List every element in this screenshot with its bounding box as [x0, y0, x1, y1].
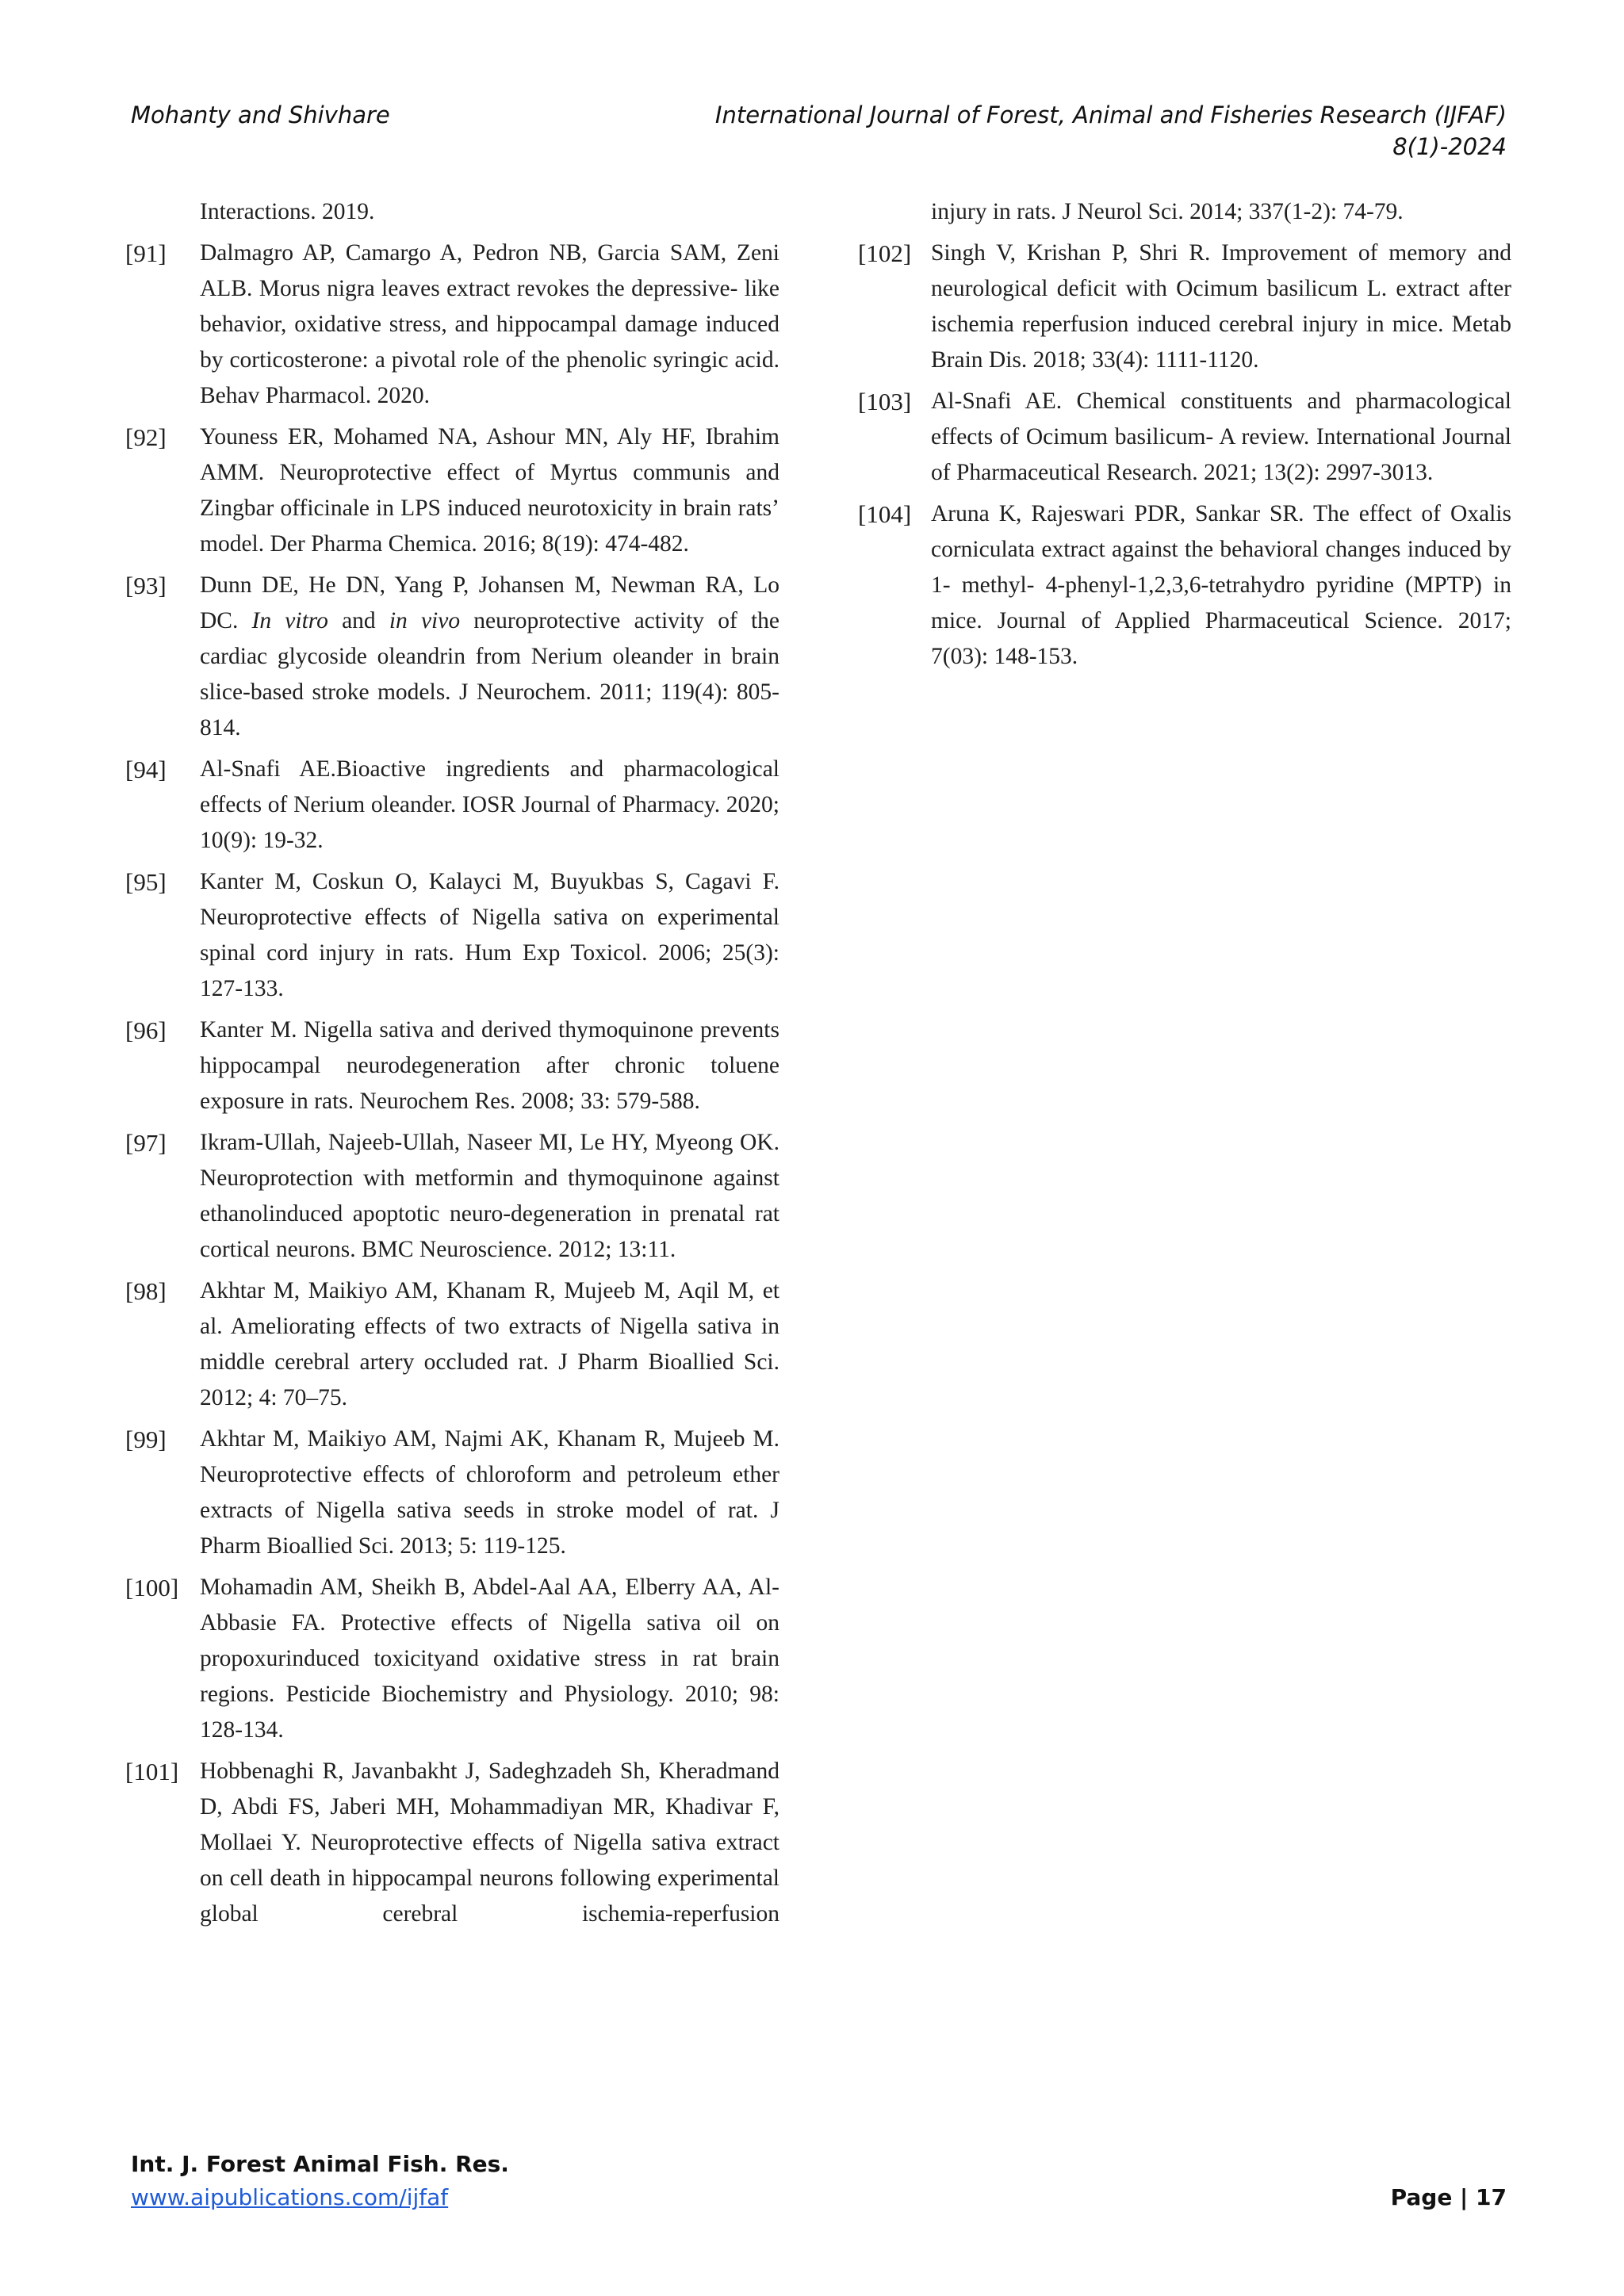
reference-91 — [125, 235, 779, 414]
reference-text: Al-Snafi AE. Chemical constituents and pharmacological effects of Ocimum basilicum- A review. International Journal of Pharmaceutical Research. 2021; 13(2): 2997-3013. — [931, 388, 1511, 485]
reference-text: Kanter M. Nigella sativa and derived thymoquinone prevents hippocampal neurodegeneration after chronic toluene exposure in rats. Neurochem Res. 2008; 33: 579-588. — [200, 1017, 779, 1114]
reference-text: Hobbenaghi R, Javanbakht J, Sadeghzadeh Sh, Kheradmand D, Abdi FS, Jaberi MH, Mohammadiyan MR, Khadivar F, Mollaei Y. Neuroprotective effects of Nigella sativa extract on cell death in hippocampal neurons following experimental global cerebral ischemia-reperfusion — [200, 1758, 779, 1927]
reference-96 — [125, 1012, 779, 1119]
reference-text: Al-Snafi AE.Bioactive ingredients and pharmacological effects of Nerium oleander. IOSR Journal of Pharmacy. 2020; 10(9): 19-32. — [200, 756, 779, 853]
reference-text-part: Dunn DE, He DN, Yang P, Johansen M, Newman RA, Lo DC. — [200, 572, 779, 633]
reference-italic-in-vitro: In vitro — [251, 608, 328, 633]
reference-102 — [858, 235, 1511, 378]
references-right-column — [858, 194, 1511, 680]
reference-text: Youness ER, Mohamed NA, Ashour MN, Aly HF, Ibrahim AMM. Neuroprotective effect of Myrtus communis and Zingbar officinale in LPS induced neurotoxicity in brain rats’ model. Der Pharma Chemica. 2016; 8(19): 474-482. — [200, 424, 779, 557]
reference-italic-in-vivo: in vivo — [389, 608, 461, 633]
reference-number: [96] — [125, 1016, 167, 1044]
reference-104 — [858, 496, 1511, 675]
reference-95 — [125, 864, 779, 1007]
reference-number: [101] — [125, 1758, 179, 1785]
reference-92 — [125, 419, 779, 562]
reference-text — [200, 568, 779, 746]
reference-number: [95] — [125, 868, 167, 896]
header-journal-title: International Journal of Forest, Animal and Fisheries Research (IJFAF) — [714, 101, 1507, 128]
reference-93 — [125, 568, 779, 746]
reference-continuation: injury in rats. J Neurol Sci. 2014; 337(1-2): 74-79. — [931, 199, 1404, 224]
footer-page-number: Page | 17 — [1390, 2184, 1507, 2210]
reference-103 — [858, 384, 1511, 491]
reference-number: [92] — [125, 423, 167, 451]
reference-100 — [125, 1570, 779, 1748]
reference-101 — [125, 1754, 779, 1932]
reference-number: [103] — [858, 388, 912, 415]
reference-94 — [125, 752, 779, 859]
reference-number: [93] — [125, 572, 167, 599]
header-authors: Mohanty and Shivhare — [131, 101, 390, 128]
reference-number: [100] — [125, 1574, 179, 1601]
reference-97 — [125, 1125, 779, 1268]
reference-number: [97] — [125, 1129, 167, 1157]
reference-number: [94] — [125, 756, 167, 783]
references-left-column — [125, 194, 779, 1938]
reference-text: Akhtar M, Maikiyo AM, Khanam R, Mujeeb M, Aqil M, et al. Ameliorating effects of two extracts of Nigella sativa in middle cerebral artery occluded rat. J Pharm Bioallied Sci. 2012; 4: 70–75. — [200, 1278, 779, 1410]
footer-journal-link[interactable]: www.aipublications.com/ijfaf — [131, 2184, 449, 2210]
reference-number: [98] — [125, 1277, 167, 1305]
reference-text: Aruna K, Rajeswari PDR, Sankar SR. The effect of Oxalis corniculata extract against the behavioral changes induced by 1- methyl- 4-phenyl-1,2,3,6-tetrahydro pyridine (MPTP) in mice. Journal of Applied Pharmaceutical Science. 2017; 7(03): 148-153. — [931, 501, 1511, 669]
reference-continuation: Interactions. 2019. — [200, 199, 375, 224]
reference-text: Ikram-Ullah, Najeeb-Ullah, Naseer MI, Le HY, Myeong OK. Neuroprotection with metformin and thymoquinone against ethanolinduced apoptotic neuro-degeneration in prenatal rat cortical neurons. BMC Neuroscience. 2012; 13:11. — [200, 1130, 779, 1262]
reference-number: [102] — [858, 239, 912, 267]
header-journal — [715, 99, 1507, 163]
reference-text-part: and — [327, 608, 389, 633]
reference-number: [104] — [858, 500, 912, 528]
reference-text: Mohamadin AM, Sheikh B, Abdel-Aal AA, Elberry AA, Al- Abbasie FA. Protective effects of Nigella sativa oil on propoxurinduced toxicityand oxidative stress in rat brain regions. Pesticide Biochemistry and Physiology. 2010; 98: 128-134. — [200, 1575, 779, 1743]
reference-98 — [125, 1273, 779, 1416]
reference-number: [91] — [125, 239, 167, 267]
reference-number: [99] — [125, 1425, 167, 1453]
header-issue: 8(1)-2024 — [1392, 133, 1507, 160]
reference-text: Akhtar M, Maikiyo AM, Najmi AK, Khanam R, Mujeeb M. Neuroprotective effects of chloroform and petroleum ether extracts of Nigella sativa seeds in stroke model of rat. J Pharm Bioallied Sci. 2013; 5: 119-125. — [200, 1426, 779, 1559]
reference-text-part: neuroprotective activity of the cardiac glycoside oleandrin from Nerium oleander in brain slice-based stroke models. J Neurochem. 2011; 119(4): 805-814. — [200, 608, 779, 740]
reference-99 — [125, 1422, 779, 1564]
reference-text: Kanter M, Coskun O, Kalayci M, Buyukbas S, Cagavi F. Neuroprotective effects of Nigella sativa on experimental spinal cord injury in rats. Hum Exp Toxicol. 2006; 25(3): 127-133. — [200, 869, 779, 1001]
reference-text: Dalmagro AP, Camargo A, Pedron NB, Garcia SAM, Zeni ALB. Morus nigra leaves extract revokes the depressive- like behavior, oxidative stress, and hippocampal damage induced by corticosterone: a pivotal role of the phenolic syringic acid. Behav Pharmacol. 2020. — [200, 240, 779, 408]
reference-text: Singh V, Krishan P, Shri R. Improvement of memory and neurological deficit with Ocimum basilicum L. extract after ischemia reperfusion induced cerebral injury in mice. Metab Brain Dis. 2018; 33(4): 1111-1120. — [931, 240, 1511, 373]
footer-journal-abbrev: Int. J. Forest Animal Fish. Res. — [131, 2151, 509, 2177]
